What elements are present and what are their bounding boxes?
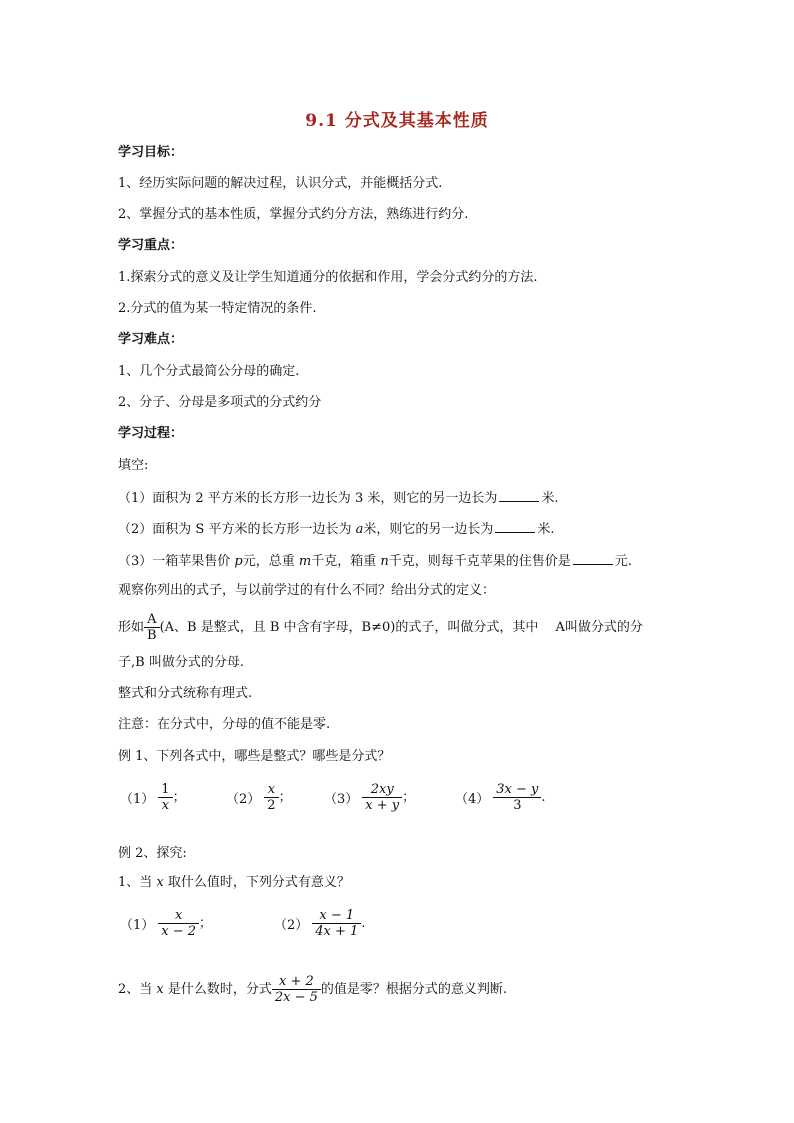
fraction [272,974,321,1005]
item-end: ； [402,790,416,805]
fraction [158,782,172,813]
answer-blank [499,489,539,502]
q2-text: （2）面积为 S 平方米的长方形一边长为 [118,522,356,537]
key-points-heading: 学习重点： [118,238,184,253]
example-2-item-2 [274,908,365,939]
fraction [312,908,361,939]
item-end: ； [199,916,213,931]
item-end: ； [172,790,186,805]
fraction-denominator: 4x + 1 [312,923,361,939]
item-end: . [541,790,546,805]
process-heading: 学习过程： [118,426,184,441]
example-1-item-4 [455,782,546,813]
fraction-denominator: x + y [362,797,402,813]
q2-unit: 米. [537,522,555,537]
fraction [493,782,541,813]
difficulties-heading: 学习难点： [118,332,184,347]
definition-line [118,608,643,648]
fraction-denominator: 3 [493,797,541,813]
definition-line-2: 子,B 叫做分式的分母. [118,655,244,670]
item-label: （3） [324,792,359,807]
q3-unit: 元. [614,554,632,569]
item-label: （2） [274,918,309,933]
difficulty-item-2: 2、分子、分母是多项式的分式约分 [118,395,322,410]
q3-var-n: n [380,554,389,569]
fill-question-2 [118,520,555,538]
answer-blank [573,552,613,565]
goals-heading: 学习目标： [118,145,184,160]
q1-text: （1）面积为 2 平方米的长方形一边长为 3 米，则它的另一边长为 [118,491,498,506]
definition-text: (A、B 是整式，且 B 中含有字母，B≠0)的式子，叫做分式，其中 A叫做分式的分 [159,620,643,635]
q-text: 1、当 [118,875,157,890]
q2-text-2: 米，则它的另一边长为 [363,522,494,537]
q3-text-4: 千克，则每千克苹果的住售价是 [388,554,571,569]
q3-text: （3）一箱苹果售价 [118,554,235,569]
example-2-text: 例 2、探究: [118,846,187,861]
item-label: （2） [226,792,261,807]
q3-var-p: p [234,554,243,569]
q-text-2: 是什么数时，分式 [163,982,272,997]
fraction-denominator: x [158,797,172,813]
fraction-numerator: A [147,612,157,627]
observe-text: 观察你列出的式子，与以前学过的有什么不同？给出分式的定义： [118,583,496,598]
example-1-item-3 [324,782,415,813]
rational-text: 整式和分式统称有理式. [118,686,253,701]
example-1-item-2 [226,782,292,813]
fraction [362,782,402,813]
fraction [264,782,278,813]
item-label: （1） [120,792,155,807]
example-2-question-2 [118,970,507,1010]
fraction-numerator: 2xy [370,782,394,797]
item-end: . [361,916,366,931]
fraction-denominator: 2x − 5 [272,989,321,1005]
definition-fraction [144,612,160,643]
answer-blank [495,520,535,533]
q3-text-3: 千克，箱重 [311,554,381,569]
fraction [158,908,199,939]
q-text-3: 的值是零？根据分式的意义判断. [320,982,508,997]
key-point-item-2: 2.分式的值为某一特定情况的条件. [118,301,317,316]
fill-label: 填空: [118,458,149,473]
q-variable: x [156,875,164,890]
item-end: ； [278,790,292,805]
definition-prefix: 形如 [118,620,145,635]
q3-var-m: m [298,554,312,569]
q2-variable: a [355,522,364,537]
item-label: （4） [455,792,490,807]
example-2-question-1 [118,875,350,891]
example-2-item-1 [120,908,212,939]
item-label: （1） [120,918,155,933]
q-text-2: 取什么值时，下列分式有意义？ [163,875,350,890]
fraction-numerator: x + 2 [279,974,314,989]
difficulty-item-1: 1、几个分式最简公分母的确定. [118,364,300,379]
q-variable: x [156,982,164,997]
fraction-numerator: x [267,782,276,797]
key-point-item-1: 1.探索分式的意义及让学生知道通分的依据和作用，学会分式约分的方法. [118,270,538,285]
q3-text-2: 元，总重 [242,554,299,569]
example-1-item-1 [120,782,186,813]
q-text: 2、当 [118,982,157,997]
fraction-denominator: x − 2 [158,923,199,939]
fraction-numerator: x [174,908,183,923]
page-title: 9.1 分式及其基本性质 [305,111,489,131]
goal-item-2: 2、掌握分式的基本性质，掌握分式约分方法，熟练进行约分. [118,207,469,222]
fraction-denominator: B [144,627,160,643]
note-text: 注意：在分式中，分母的值不能是零. [118,717,331,732]
goal-item-1: 1、经历实际问题的解决过程，认识分式，并能概括分式. [118,176,443,191]
fill-question-1 [118,489,558,507]
q1-unit: 米. [541,491,559,506]
fraction-numerator: 1 [161,782,170,797]
fill-question-3 [118,552,632,570]
fraction-denominator: 2 [264,797,278,813]
fraction-numerator: x − 1 [319,908,355,923]
fraction-numerator: 3x − y [496,782,539,797]
example-1-text: 例 1、下列各式中，哪些是整式？哪些是分式？ [118,749,391,764]
